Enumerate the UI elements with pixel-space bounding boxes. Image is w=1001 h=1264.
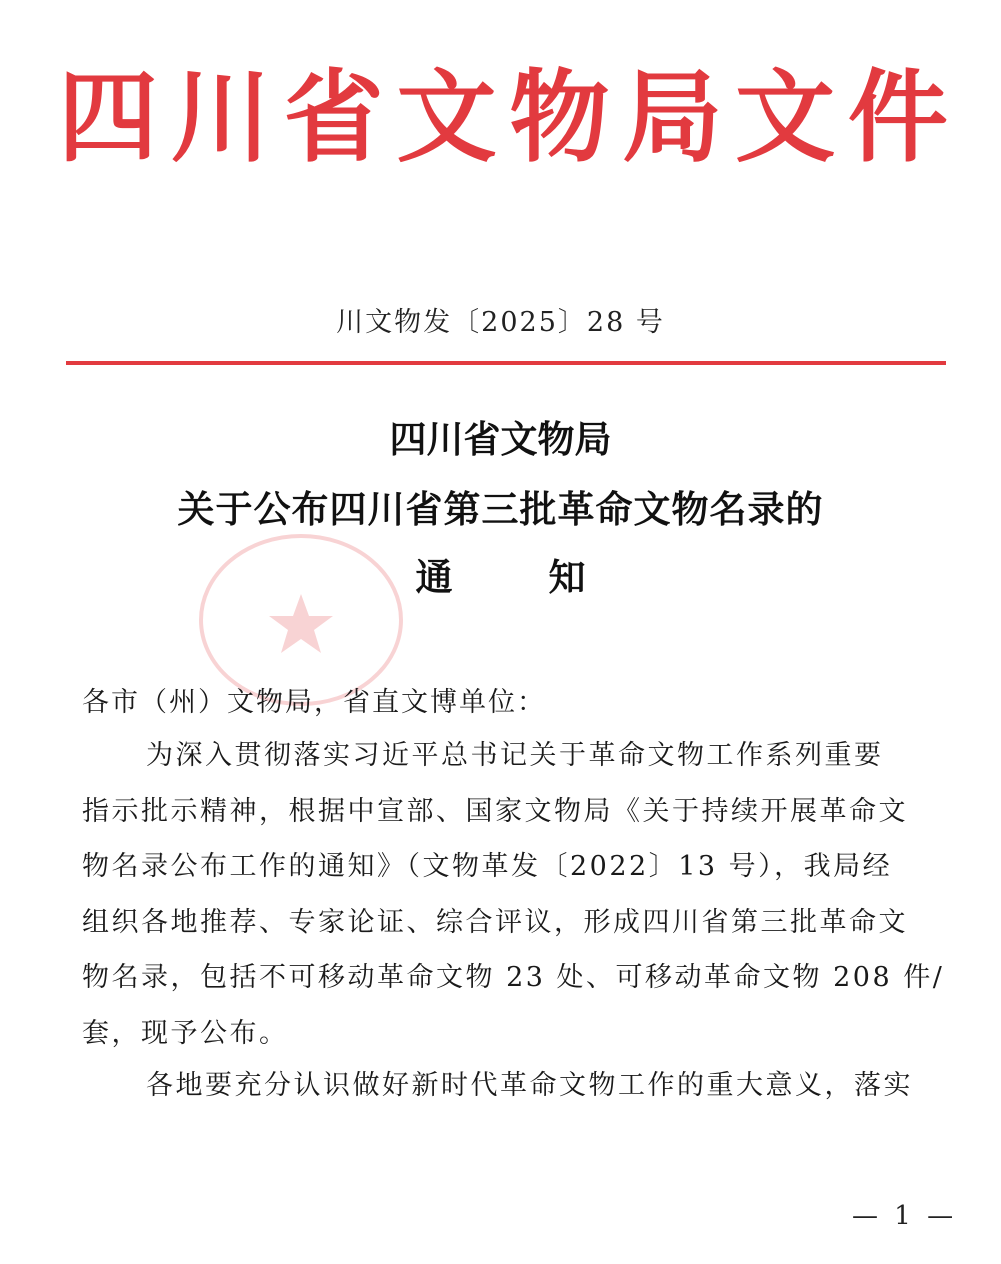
notice-title-line-2: 关于公布四川省第三批革命文物名录的 <box>177 488 824 531</box>
masthead <box>58 59 948 176</box>
notice-title-char: 通 <box>415 556 453 599</box>
page-number: — 1 — <box>852 1201 958 1231</box>
salutation: 各市（州）文物局，省直文博单位： <box>82 687 546 718</box>
masthead-char: 川 <box>170 59 271 176</box>
document-number: 川文物发〔2025〕28 号 <box>336 307 665 338</box>
body-paragraph-1 <box>82 728 950 1061</box>
body-line: 组织各地推荐、专家论证、综合评议，形成四川省第三批革命文 <box>82 906 908 938</box>
masthead-char: 文 <box>735 59 836 176</box>
notice-title-line-3 <box>0 556 1001 600</box>
masthead-char: 文 <box>396 59 497 176</box>
body-line: 物名录，包括不可移动革命文物 23 处、可移动革命文物 208 件/ <box>82 962 945 993</box>
body-line: 物名录公布工作的通知》（文物革发〔2022〕13 号），我局经 <box>82 851 893 882</box>
masthead-char: 物 <box>509 59 610 176</box>
body-line: 套，现予公布。 <box>82 1017 289 1049</box>
notice-title-char: 知 <box>548 556 586 599</box>
body-paragraph-2 <box>82 1058 950 1114</box>
body-line: 为深入贯彻落实习近平总书记关于革命文物工作系列重要 <box>146 740 884 771</box>
notice-title-line-1: 四川省文物局 <box>389 418 612 461</box>
masthead-char: 件 <box>847 59 948 176</box>
masthead-char: 局 <box>622 59 723 176</box>
body-line: 指示批示精神，根据中宣部、国家文物局《关于持续开展革命文 <box>82 795 908 827</box>
red-separator-rule <box>66 361 946 365</box>
body-line: 各地要充分认识做好新时代革命文物工作的重大意义，落实 <box>146 1070 913 1101</box>
masthead-char: 省 <box>283 59 384 176</box>
masthead-char: 四 <box>58 59 158 176</box>
